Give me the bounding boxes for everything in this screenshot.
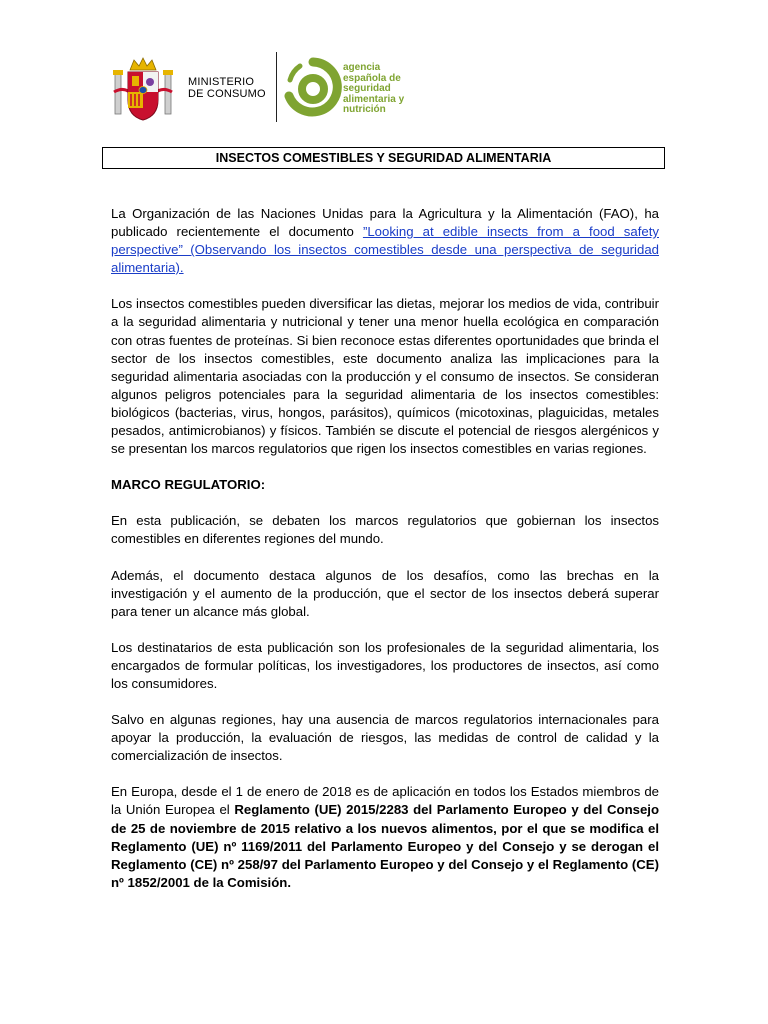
paragraph-frameworks: En esta publicación, se debaten los marcos regulatorios que gobiernan los insectos comestibles en diferentes regiones del mundo. [111,513,659,547]
paragraph-challenges: Además, el documento destaca algunos de los desafíos, como las brechas en la investigación y el aumento de la producción, que el sector de los insectos deberá superar para tener un alcance más global. [111,567,659,619]
document-header [0,0,768,140]
ministry-name: MINISTERIO DE CONSUMO [188,76,266,100]
aesan-logo-icon [282,56,344,118]
header-divider [276,52,277,122]
document-body [111,205,659,910]
agency-name: agencia española de seguridad alimentaria y nutrición [343,62,405,115]
document-title: INSECTOS COMESTIBLES Y SEGURIDAD ALIMENTARIA [102,147,665,169]
paragraph-absence: Salvo en algunas regiones, hay una ausencia de marcos regulatorios internacionales para apoyar la producción, la evaluación de riesgos, las medidas de control de calidad y la comercialización de insectos. [111,712,659,764]
coat-of-arms-icon [112,56,174,126]
paragraph-overview: Los insectos comestibles pueden diversificar las dietas, mejorar los medios de vida, contribuir a la seguridad alimentaria y nutricional y tener una menor huella ecológica en comparación con otras fuentes de proteínas. Si bien reconoce estas diferentes oportunidades que brinda el sector de los insectos comestibles, este documento analiza las implicaciones para la seguridad alimentaria asociadas con la producción y el consumo de insectos. Se consideran algunos peligros potenciales para la seguridad alimentaria de los insectos comestibles: biológicos (bacterias, virus, hongos, parásitos), químicos (micotoxinas, plaguicidas, metales pesados, antimicrobianos) y físicos. También se discute el potencial de riesgos alergénicos y se presentan los marcos regulatorios que rigen los insectos comestibles en varias regiones. [111,296,659,457]
paragraph-audience: Los destinatarios de esta publicación son los profesionales de la seguridad alimentaria, los encargados de formular políticas, los investigadores, los productores de insectos, así como los consumidores. [111,639,659,691]
paragraph-europe: En Europa, desde el 1 de enero de 2018 es de aplicación en todos los Estados miembros de la Unión Europea el Reglamento (UE) 2015/2283 del Parlamento Europeo y del Consejo de 25 de noviembre de 2015 relativo a los nuevos alimentos, por el que se modifica el Reglamento (UE) nº 1169/2011 del Parlamento Europeo y del Consejo y se derogan el Reglamento (CE) nº 258/97 del Parlamento Europeo y del Consejo y el Reglamento (CE) nº 1852/2001 de la Comisión. [111,784,660,890]
regulation-reference: Reglamento (UE) 2015/2283 del Parlamento Europeo y del Consejo de 25 de noviembre de 2015 relativo a los nuevos alimentos, por el que se modifica el Reglamento (UE) nº 1169/2011 del Parlamento Europeo y del Consejo y se derogan el Reglamento (CE) nº 258/97 del Parlamento Europeo y del Consejo y el Reglamento (CE) nº 1852/2001 de la Comisión. [111,802,660,890]
paragraph-intro: La Organización de las Naciones Unidas para la Agricultura y la Alimentación (FAO), ha publicado recientemente el documento ”Looking at edible insects from a food safety perspective” (Observando los insectos comestibles desde una perspectiva de seguridad alimentaria). [111,206,659,276]
fao-document-link[interactable]: ”Looking at edible insects from a food safety perspective” (Observando los insectos comestibles desde una perspectiva de seguridad alimentaria). [111,224,659,276]
section-heading: MARCO REGULATORIO: [111,477,266,493]
